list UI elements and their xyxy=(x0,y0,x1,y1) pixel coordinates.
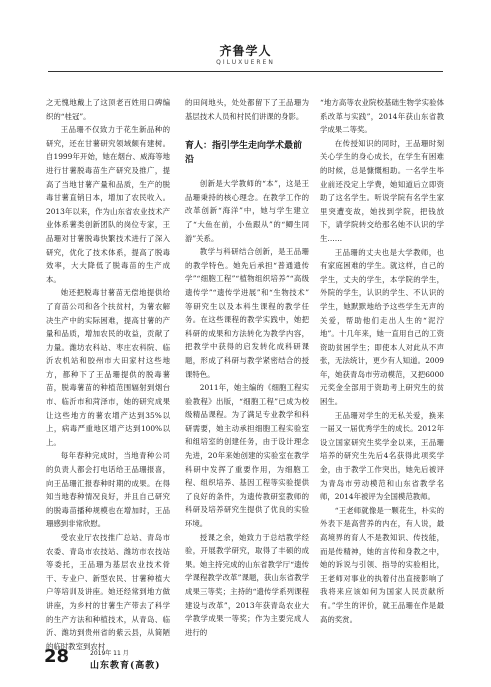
header-divider xyxy=(48,71,443,72)
paragraph: 受农业厅农技推广总站、青岛市农委、青岛市农技站、潍坊市农技站等委托，王品珊为基层农业技术骨干、专业户、新型农民、甘薯种植大户等培训及讲座。她还经常到地方做讲座，为乡村的甘薯生产带去了科学的生产方法和种植技术，从青岛、临沂、潍坊到贵州省的紫云县，从简陋的临时教室到农村 xyxy=(46,533,170,651)
paragraph: 创新是大学教师的“本”，这是王品珊秉持的核心理念。在教学工作的改革创新“海洋”中，她与学生建立了“大鱼在前，小鱼跟从”的“鲫生同游”关系。 xyxy=(185,179,309,243)
column-title: 齐鲁学人 xyxy=(219,44,272,58)
text-column-2 xyxy=(185,96,309,639)
paragraph: 在传授知识的同时，王品珊时刻关心学生的身心成长，在学生有困难的时候，总是慷慨相助。一名学生毕业前还没定上学费，她知道后立即资助了这名学生。听说学院有名学生家里突遭变故，她找到学院，把钱放下，请学院转交给那名她不认识的学生…… xyxy=(320,138,444,243)
paragraph: “地方高等农业院校基础生物学实验体系改革与实践”，2014年获山东省教学成果二等奖。 xyxy=(320,98,444,135)
page-footer xyxy=(0,640,491,687)
paragraph: “王老师就像是一颗花生，朴实的外表下是高营养的内在，有人说，最高境界的育人不是教知识、传技能，而是传精神，她的言传和身教之中，她的诉说与引领、指导的实验相比，王老师对事业的执着付出直接影响了我将来应该如何为国家人民贡献所有。”学生的评价，就王品珊在作是最高的奖赏。 xyxy=(320,505,444,624)
paragraph: 每年春种完成时，当地青种公司的负责人都会打电话给王品珊报喜，向王品珊汇报春种时期的成果。在得知当地春种情况良好，并且自己研究的脱毒苗播种规模也在增加时，王品珊感到非常欣慰。 xyxy=(46,451,170,529)
paragraph: 教学与科研结合创新，是王品珊的教学特色。她先后承担“普通遗传学”“细胞工程”“植物组织培养”“高级遗传学”“遗传学进展”和“生物技术” 等研究生以及本科生课程的教学任务。在这些课程的教学实践中，她把科研的成果和方法转化为教学内容，把教学中获得的启发转化成科研课题，形成了科研与教学紧密结合的授课特色。 xyxy=(185,247,309,379)
issue-date: 2019年 11 月 xyxy=(90,650,129,657)
page-number: 28 xyxy=(44,646,70,667)
journal-name: 山东教育(高教) xyxy=(90,661,161,671)
paragraph: 王品珊对学生的无私关爱，换来一届又一届优秀学生的成长。2012年设立国家研究生奖学金以来，王品珊培养的研究生先后4名获得此项奖学金，由于教学工作突出，她先后被评为青岛市劳动模范和山东省教学名师，2014年被评为全国模范教师。 xyxy=(320,410,444,502)
paragraph: 2011年，她主编的《细胞工程实验教程》出版，“细胞工程”已成为校级精品课程。为了满足专业教学和科研需要，她主动承担细胞工程实验室和组培室的创建任务，由于设计理念先进，20年来她创建的实验室在教学科研中发挥了重要作用，为细胞工程、组织培养、基因工程等实验提供了良好的条件，为遗传教研室教师的科研及培养研究生提供了优良的实验环境。 xyxy=(185,383,309,529)
text-column-1 xyxy=(46,96,170,653)
text-column-3 xyxy=(320,96,444,626)
paragraph: 授课之余，她致力于总结教学经验，开展教学研究，取得了丰硕的成果。她主持完成的山东省教学厅“遗传学课程教学改革”课题，获山东省教学成果三等奖；主持的“遗传学系列课程建设与改革”，2013年获青岛农业大学教学成果一等奖；作为主要完成人进行的 xyxy=(185,532,309,637)
section-heading: 育人：指引学生走向学术最前沿 xyxy=(185,141,303,166)
paragraph: 王品珊不仅致力于花生新品种的研究，还在甘薯研究领域颇有建树。自1999年开始，她在烟台、威海等地进行甘薯脱毒苗生产研究及推广，提高了当地甘薯产量和品质，生产的脱毒甘薯直销日本，增加了农民收入。2013年以来，作为山东省农业技术产业体系薯类创新团队的岗位专家，王品珊对甘薯脱毒快繁技术进行了深入研究，优化了技术体系，提高了脱毒效率，大大降低了脱毒苗的生产成本。 xyxy=(46,125,170,284)
column-subtitle: QILUXUEREN xyxy=(216,59,275,66)
page-header xyxy=(0,0,491,88)
paragraph: 王品珊的丈夫也是大学教师，也有家庭困难的学生。就这样，自己的学生，丈夫的学生，本学院的学生，外院的学生，认识的学生、不认识的学生，她默默地给予这些学生无声的关爱，帮助他们走出人生的“泥泞地”。十几年来，她一直用自己的工资资助贫困学生；即使本人对此从不声张，无法统计，更少有人知道。2009年，她获青岛市劳动模范，又把6000元奖金全部用于资助考上研究生的贫困生。 xyxy=(320,247,444,407)
paragraph: 之无愧地戴上了这顶老百姓用口碑编织的“桂冠”。 xyxy=(46,98,170,121)
paragraph: 她还把脱毒甘薯苗无偿地提供给了育苗公司和各个扶贫村，为薯农解决生产中的实际困难，提高甘薯的产量和品质，增加农民的收益，贡献了力量。潍坊农科站、枣庄农科院、临沂农机站和胶州市大田家村这些地方，都种下了王品珊提供的脱毒薯苗，脱毒薯苗的种植范围辐射到烟台市、临沂市和菏泽市，她的研究成果让这些地方的薯农增产达到35%以上，病毒严重地区增产达到100%以上。 xyxy=(46,288,170,447)
paragraph: 的田间地头，处处都留下了王品珊为基层技术人员和村民们讲课的身影。 xyxy=(185,98,309,121)
